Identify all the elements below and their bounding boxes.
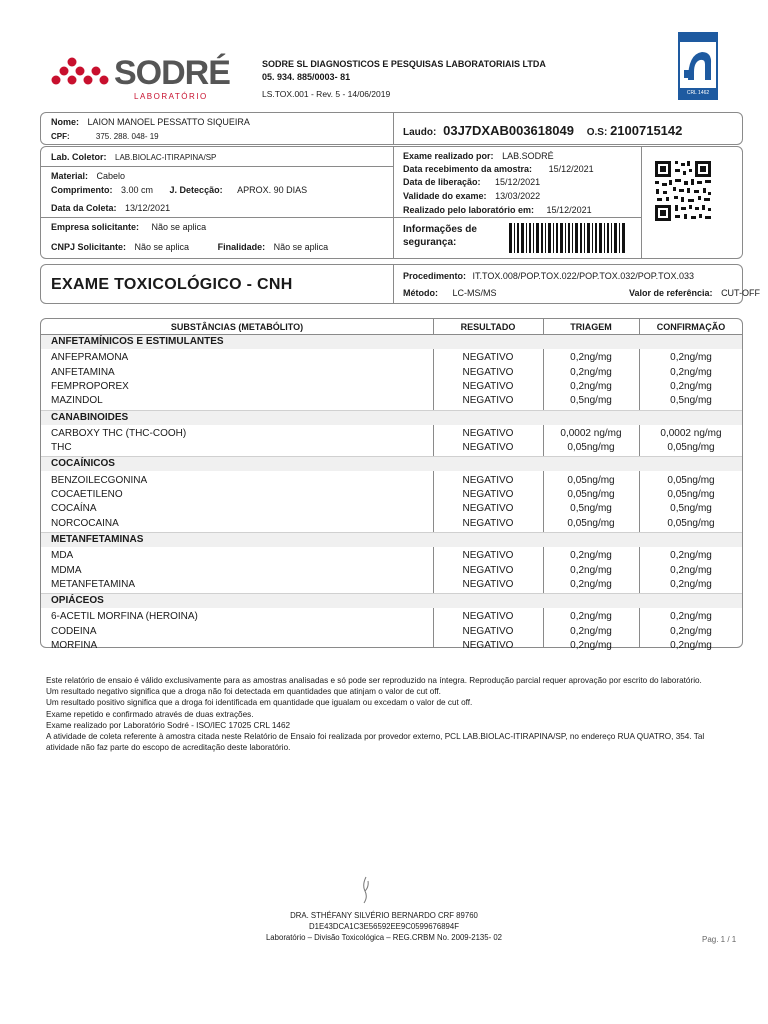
security-label-line2: segurança: — [403, 237, 457, 248]
cnpj-requester-label: CNPJ Solicitante: — [51, 242, 127, 252]
exam-title: EXAME TOXICOLÓGICO - CNH — [51, 276, 293, 293]
result-cell: NEGATIVO — [462, 578, 514, 590]
header-screening: TRIAGEM — [570, 322, 612, 332]
substance-cell: 6-ACETIL MORFINA (HEROINA) — [51, 611, 198, 623]
performed-by: LAB.SODRÉ — [502, 151, 554, 161]
lab-collector-row — [51, 152, 216, 162]
confirmation-cell: 0,05ng/mg — [667, 489, 715, 500]
screening-cell: 0,0002 ng/mg — [560, 427, 622, 439]
screening-cell: 0,2ng/mg — [570, 380, 612, 392]
divider — [393, 217, 641, 218]
substance-cell: CARBOXY THC (THC-COOH) — [51, 427, 187, 439]
sodre-logo — [48, 50, 238, 105]
substance-cell: MAZINDOL — [51, 395, 103, 407]
result-cell: NEGATIVO — [462, 503, 514, 515]
security-label-line1: Informações de — [403, 224, 477, 235]
results-table — [40, 318, 743, 651]
method-label: Método: — [403, 288, 438, 298]
material: Cabelo — [96, 171, 126, 181]
confirmation-cell: 0,2ng/mg — [670, 578, 712, 590]
group-header: CANABINOIDES — [41, 411, 742, 425]
performed-row — [403, 151, 554, 161]
note-line: Um resultado positivo significa que a droga foi identificada em quantidade que igualam ou excedam o valor de cut off. — [46, 698, 473, 708]
release-row — [403, 177, 540, 187]
length: 3.00 cm — [121, 185, 154, 195]
confirmation-cell: 0,2ng/mg — [670, 625, 712, 637]
result-cell: NEGATIVO — [462, 474, 514, 486]
qr-code-icon — [653, 159, 713, 223]
divider — [393, 113, 394, 144]
signer-name: DRA. STHÉFANY SILVÉRIO BERNARDO CRF 89760 — [290, 911, 478, 920]
note-line: Um resultado negativo significa que a droga não foi detectada em quantidades que atinjam o valor de cut off. — [46, 687, 441, 697]
validity-label: Validade do exame: — [403, 191, 487, 201]
screening-cell: 0,2ng/mg — [570, 564, 612, 576]
confirmation-cell: 0,2ng/mg — [670, 611, 712, 623]
confirmation-cell: 0,5ng/mg — [670, 395, 712, 407]
collection-box — [40, 146, 743, 259]
screening-cell: 0,2ng/mg — [570, 352, 612, 364]
reference: CUT-OFF — [721, 288, 761, 298]
purpose-label: Finalidade: — [217, 242, 266, 252]
substance-cell: COCAÍNA — [51, 503, 97, 515]
substance-cell: BENZOILECGONINA — [51, 474, 148, 486]
substance-cell: COCAETILENO — [51, 489, 123, 500]
barcode-icon — [507, 223, 627, 253]
confirmation-cell: 0,05ng/mg — [667, 517, 715, 529]
procedure-row — [403, 271, 694, 281]
os-number: 2100715142 — [610, 123, 683, 138]
security-label — [403, 223, 477, 249]
confirmation-cell: 0,05ng/mg — [667, 474, 715, 486]
divider — [41, 217, 393, 218]
result-cell: NEGATIVO — [462, 550, 514, 562]
accreditation-code: CRL 1462 — [686, 90, 710, 96]
header-confirmation: CONFIRMAÇÃO — [656, 322, 726, 332]
note-line: Exame repetido e confirmado através de duas extrações. — [46, 709, 254, 719]
divider — [393, 265, 394, 303]
result-cell: NEGATIVO — [462, 442, 514, 454]
security-barcode — [507, 223, 627, 253]
group-header: OPIÁCEOS — [41, 594, 742, 608]
cpf-value: 375. 288. 048- 19 — [95, 132, 159, 141]
screening-cell: 0,2ng/mg — [570, 366, 612, 378]
document-revision: LS.TOX.001 - Rev. 5 - 14/06/2019 — [262, 89, 391, 99]
screening-cell: 0,5ng/mg — [570, 503, 612, 515]
handwritten-signature — [356, 875, 376, 905]
patient-cpf-row — [51, 132, 159, 141]
divider — [641, 147, 642, 258]
signer-block — [0, 910, 768, 943]
substance-cell: MORFINA — [51, 640, 98, 651]
result-cell: NEGATIVO — [462, 352, 514, 364]
reference-row — [629, 288, 760, 298]
result-cell: NEGATIVO — [462, 625, 514, 637]
result-cell: NEGATIVO — [462, 640, 514, 651]
result-cell: NEGATIVO — [462, 564, 514, 576]
confirmation-cell: 0,2ng/mg — [670, 564, 712, 576]
signature-mark — [356, 875, 376, 905]
screening-cell: 0,05ng/mg — [567, 474, 615, 486]
confirmation-cell: 0,2ng/mg — [670, 366, 712, 378]
method-row — [403, 288, 497, 298]
exam-box — [40, 264, 761, 304]
purpose: Não se aplica — [273, 242, 329, 252]
release-label: Data de liberação: — [403, 177, 481, 187]
screening-cell: 0,05ng/mg — [567, 442, 615, 454]
validity-row — [403, 191, 540, 201]
confirmation-cell: 0,2ng/mg — [670, 640, 712, 651]
validity-date: 13/03/2022 — [495, 191, 541, 201]
logo-text: SODRÉ — [114, 54, 230, 92]
signer-unit: Laboratório – Divisão Toxicológica – REG.CRBM No. 2009-2135- 02 — [265, 933, 503, 942]
cnpj-requester: Não se aplica — [134, 242, 190, 252]
screening-cell: 0,2ng/mg — [570, 578, 612, 590]
report-notes — [46, 675, 736, 753]
screening-cell: 0,5ng/mg — [570, 395, 612, 407]
screening-cell: 0,2ng/mg — [570, 550, 612, 562]
collection-date: 13/12/2021 — [125, 203, 171, 213]
patient-box — [40, 112, 743, 145]
procedure-label: Procedimento: — [403, 271, 467, 281]
substance-cell: FEMPROPOREX — [51, 380, 129, 392]
result-cell: NEGATIVO — [462, 380, 514, 392]
reference-label: Valor de referência: — [629, 288, 713, 298]
detection: APROX. 90 DIAS — [237, 185, 308, 195]
lab-collector-label: Lab. Coletor: — [51, 152, 107, 162]
group-header: ANFETAMÍNICOS E ESTIMULANTES — [41, 335, 742, 349]
divider — [393, 147, 394, 258]
release-date: 15/12/2021 — [495, 177, 541, 187]
result-cell: NEGATIVO — [462, 611, 514, 623]
confirmation-cell: 0,2ng/mg — [670, 380, 712, 392]
cnpj-requester-row — [51, 242, 328, 252]
result-cell: NEGATIVO — [462, 489, 514, 500]
signature-hash: D1E43DCA1C3E56592EE9C0599676894F — [309, 922, 459, 931]
group-header: COCAÍNICOS — [41, 457, 742, 471]
substance-cell: THC — [51, 442, 72, 454]
requester-label: Empresa solicitante: — [51, 222, 140, 232]
received-label: Data recebimento da amostra: — [403, 164, 533, 174]
method: LC-MS/MS — [452, 288, 497, 298]
procedure: IT.TOX.008/POP.TOX.022/POP.TOX.032/POP.TOX.033 — [472, 271, 694, 281]
collection-date-row — [51, 203, 170, 213]
accreditation-badge — [678, 32, 718, 100]
lab-done-date: 15/12/2021 — [546, 205, 592, 215]
laudo-number: 03J7DXAB003618049 — [443, 123, 574, 138]
lab-done-row — [403, 205, 592, 215]
screening-cell: 0,2ng/mg — [570, 625, 612, 637]
substance-cell: CODEINA — [51, 625, 97, 637]
confirmation-cell: 0,05ng/mg — [667, 442, 715, 454]
result-cell: NEGATIVO — [462, 395, 514, 407]
length-row — [51, 185, 307, 195]
confirmation-cell: 0,5ng/mg — [670, 503, 712, 515]
header-result: RESULTADO — [460, 322, 516, 332]
detection-label: J. Detecção: — [169, 185, 223, 195]
material-label: Material: — [51, 171, 89, 181]
received-row — [403, 164, 594, 174]
company-cnpj: 05. 934. 885/0003- 81 — [262, 72, 351, 82]
requester-row — [51, 222, 206, 232]
substance-cell: MDMA — [51, 564, 82, 576]
note-line: Exame realizado por Laboratório Sodré - ISO/IEC 17025 CRL 1462 — [46, 720, 291, 730]
substance-cell: ANFEPRAMONA — [51, 352, 129, 364]
note-line: A atividade de coleta referente à amostra citada neste Relatório de Ensaio foi realizada por provedor externo, PCL LAB.BIOLAC-ITIRAPINA/SP, no endereço RUA QUATRO, 354. Tal atividade não faz parte do escopo de acreditação deste laboratório. — [46, 732, 705, 753]
material-row — [51, 171, 125, 181]
confirmation-cell: 0,0002 ng/mg — [660, 427, 722, 439]
screening-cell: 0,2ng/mg — [570, 640, 612, 651]
result-cell: NEGATIVO — [462, 517, 514, 529]
company-name: SODRE SL DIAGNOSTICOS E PESQUISAS LABORATORIAIS LTDA — [262, 59, 546, 69]
confirmation-cell: 0,2ng/mg — [670, 352, 712, 364]
screening-cell: 0,05ng/mg — [567, 489, 615, 500]
patient-name-label: Nome: — [51, 117, 80, 127]
lab-done-label: Realizado pelo laboratório em: — [403, 205, 535, 215]
laudo-row — [403, 123, 682, 138]
page-number: Pag. 1 / 1 — [702, 935, 737, 944]
substance-cell: MDA — [51, 550, 74, 562]
result-cell: NEGATIVO — [462, 427, 514, 439]
logo-subtitle: LABORATÓRIO — [134, 92, 208, 101]
group-header: METANFETAMINAS — [41, 533, 742, 547]
laudo-label: Laudo: — [403, 127, 437, 138]
screening-cell: 0,05ng/mg — [567, 517, 615, 529]
performed-label: Exame realizado por: — [403, 151, 494, 161]
confirmation-cell: 0,2ng/mg — [670, 550, 712, 562]
substance-cell: METANFETAMINA — [51, 578, 136, 590]
substance-cell: ANFETAMINA — [51, 366, 115, 378]
qr-code — [653, 159, 713, 223]
collection-date-label: Data da Coleta: — [51, 203, 117, 213]
header-substance: SUBSTÂNCIAS (METABÓLITO) — [170, 322, 304, 332]
note-line: Este relatório de ensaio é válido exclusivamente para as amostras analisadas e só pode ser reproduzido na íntegra. Reprodução parcial requer aprovação por escrito do laboratório. — [46, 676, 702, 685]
result-cell: NEGATIVO — [462, 366, 514, 378]
patient-name-row — [51, 117, 250, 127]
requester-company: Não se aplica — [151, 222, 207, 232]
substance-cell: NORCOCAINA — [51, 517, 119, 529]
cpf-label: CPF: — [51, 132, 70, 141]
patient-name: LAION MANOEL PESSATTO SIQUEIRA — [87, 117, 250, 127]
company-info — [262, 58, 546, 101]
divider — [41, 166, 393, 167]
screening-cell: 0,2ng/mg — [570, 611, 612, 623]
lab-collector: LAB.BIOLAC-ITIRAPINA/SP — [115, 153, 217, 162]
os-label: O.S: — [586, 127, 608, 138]
received-date: 15/12/2021 — [548, 164, 594, 174]
length-label: Comprimento: — [51, 185, 113, 195]
